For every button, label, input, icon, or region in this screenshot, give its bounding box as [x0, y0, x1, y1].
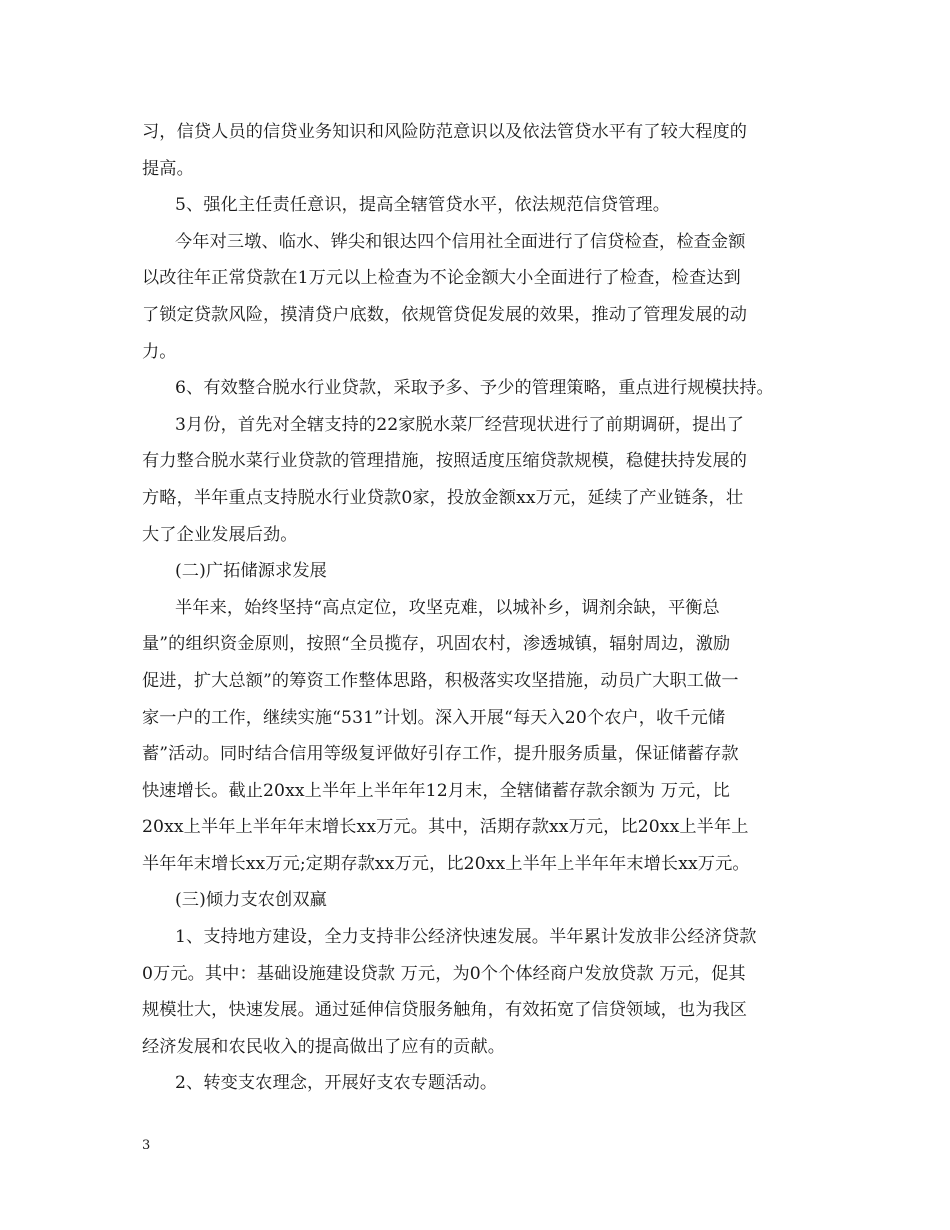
text-line: 量”的组织资金原则，按照“全员揽存，巩固农村，渗透城镇，辐射周边，激励 [142, 634, 731, 655]
text-line: 半年年末增长xx万元;定期存款xx万元，比20xx上半年上半年年末增长xx万元。 [142, 853, 750, 874]
text-line: 6、有效整合脱水行业贷款，采取予多、予少的管理策略，重点进行规模扶持。 [175, 378, 774, 399]
text-line: 0万元。其中：基础设施建设贷款 万元，为0个个体经商户发放贷款 万元，促其 [142, 963, 746, 984]
text-line: 以改往年正常贷款在1万元以上检查为不论金额大小全面进行了检查，检查达到 [142, 268, 741, 289]
text-line: 1、支持地方建设，全力支持非公经济快速发展。半年累计发放非公经济贷款 [175, 927, 757, 948]
text-line: 了锁定贷款风险，摸清贷户底数，依规管贷促发展的效果，推动了管理发展的动 [142, 304, 748, 325]
text-line: 有力整合脱水菜行业贷款的管理措施，按照适度压缩贷款规模，稳健扶持发展的 [142, 451, 748, 472]
text-line: 半年来，始终坚持“高点定位，攻坚克难，以城补乡，调剂余缺，平衡总 [175, 597, 720, 618]
page-number: 3 [142, 1138, 151, 1153]
text-line: 快速增长。截止20xx上半年上半年年12月末，全辖储蓄存款余额为 万元，比 [142, 780, 730, 801]
text-line: 规模壮大，快速发展。通过延伸信贷服务触角，有效拓宽了信贷领域，也为我区 [142, 1000, 748, 1021]
text-line: 20xx上半年上半年年末增长xx万元。其中，活期存款xx万元，比20xx上半年上 [142, 817, 749, 838]
text-line: 5、强化主任责任意识，提高全辖管贷水平，依法规范信贷管理。 [175, 195, 671, 216]
text-line: 经济发展和农民收入的提高做出了应有的贡献。 [142, 1036, 506, 1057]
text-line: (三)倾力支农创双赢 [175, 890, 327, 911]
text-line: 家一户的工作，继续实施“531”计划。深入开展“每天入20个农户，收千元储 [142, 707, 726, 728]
text-line: 习，信贷人员的信贷业务知识和风险防范意识以及依法管贷水平有了较大程度的 [142, 122, 748, 142]
text-line: 今年对三墩、临水、铧尖和银达四个信用社全面进行了信贷检查，检查金额 [175, 231, 746, 252]
text-line: 2、转变支农理念，开展好支农专题活动。 [175, 1073, 498, 1094]
text-line: 大了企业发展后劲。 [142, 524, 298, 545]
text-line: 方略，半年重点支持脱水行业贷款0家，投放金额xx万元，延续了产业链条，壮 [142, 487, 744, 508]
text-line: 蓄”活动。同时结合信用等级复评做好引存工作，提升服务质量，保证储蓄存款 [142, 744, 739, 765]
text-line: (二)广拓储源求发展 [175, 561, 327, 582]
text-line: 3月份，首先对全辖支持的22家脱水菜厂经营现状进行了前期调研，提出了 [175, 414, 745, 435]
text-line: 促进，扩大总额”的筹资工作整体思路，积极落实攻坚措施，动员广大职工做一 [142, 670, 739, 691]
document-body [142, 114, 822, 1102]
text-line: 提高。 [142, 158, 194, 179]
text-line: 力。 [142, 341, 177, 362]
